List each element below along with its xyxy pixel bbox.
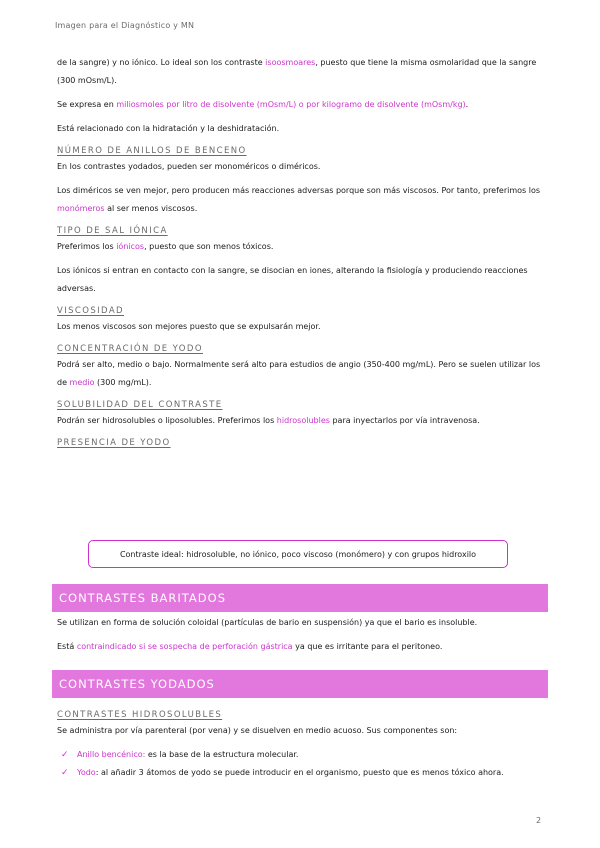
concentracion-paragraph (57, 356, 547, 392)
components-list (57, 746, 547, 782)
intro-paragraph-3: Está relacionado con la hidratación y la deshidratación. (57, 124, 280, 133)
section-heading-presencia: PRESENCIA DE YODO (57, 438, 171, 448)
list-item (57, 746, 547, 764)
text-run: ya que es irritante para el peritoneo. (292, 642, 443, 651)
intro-paragraph-1 (57, 54, 547, 90)
baritados-content (57, 614, 547, 656)
text-run: , puesto que tiene la misma osmolaridad que la sangre (300 mOsm/L). (57, 58, 537, 85)
text-run: Preferimos los (57, 242, 117, 251)
highlight-text: miliosmoles por litro de disolvente (mOsm/L) o por kilogramo de disolvente (mOsm/kg) (116, 100, 466, 109)
anillos-paragraph-2 (57, 182, 547, 218)
highlight-text: monómeros (57, 204, 105, 213)
text-run: Los diméricos se ven mejor, pero producen más reacciones adversas porque son más viscosos. Por tanto, preferimos los (57, 186, 541, 195)
intro-paragraph-2 (57, 96, 547, 114)
text-run: Está (57, 642, 77, 651)
viscosidad-paragraph: Los menos viscosos son mejores puesto que se expulsarán mejor. (57, 322, 321, 331)
section-heading-anillos: NÚMERO DE ANILLOS DE BENCENO (57, 146, 247, 156)
yodados-content (57, 708, 547, 782)
main-content (57, 54, 547, 450)
check-icon: ✓ (61, 768, 69, 778)
highlight-text: isoosmoares (265, 58, 316, 67)
section-heading-concentracion: CONCENTRACIÓN DE YODO (57, 344, 203, 354)
ideal-contrast-box: Contraste ideal: hidrosoluble, no iónico, poco viscoso (monómero) y con grupos hidroxilo (88, 540, 508, 568)
highlight-text: contraindicado si se sospecha de perforación gástrica (76, 642, 293, 651)
yodados-paragraph-1: Se administra por vía parenteral (por vena) y se disuelven en medio acuoso. Sus componentes son: (57, 726, 458, 735)
highlight-text: Anillo bencénico: (77, 750, 146, 759)
list-item (57, 764, 547, 782)
anillos-paragraph-1: En los contrastes yodados, pueden ser monoméricos o diméricos. (57, 162, 321, 171)
page-header: Imagen para el Diagnóstico y MN (55, 21, 195, 30)
text-run: Se expresa en (57, 100, 117, 109)
text-run: Podrá ser alto, medio o bajo. Normalmente será alto para estudios de angio (350-400 mg/mL). Pero se suelen utilizar los de (57, 360, 541, 387)
text-run: (300 mg/mL). (94, 378, 152, 387)
band-title: CONTRASTES YODADOS (59, 677, 215, 691)
section-heading-viscosidad: VISCOSIDAD (57, 306, 125, 316)
highlight-text: Yodo (77, 768, 96, 777)
section-band-baritados (52, 584, 548, 612)
section-heading-solubilidad: SOLUBILIDAD DEL CONTRASTE (57, 400, 223, 410)
highlight-text: medio (69, 378, 95, 387)
section-heading-hidrosolubles: CONTRASTES HIDROSOLUBLES (57, 710, 223, 720)
solubilidad-paragraph (57, 412, 547, 430)
section-band-yodados (52, 670, 548, 698)
list-item-text (77, 764, 504, 782)
highlight-text: iónicos (116, 242, 145, 251)
sal-paragraph-2: Los iónicos si entran en contacto con la sangre, se disocian en iones, alterando la fisiología y produciendo reacciones adversas. (57, 266, 528, 293)
sal-paragraph-1 (57, 238, 547, 256)
text-run: . (465, 100, 469, 109)
page-number: 2 (536, 816, 542, 825)
text-run: de la sangre) y no iónico. Lo ideal son los contraste (57, 58, 266, 67)
list-item-text (77, 746, 298, 764)
text-run: Podrán ser hidrosolubles o liposolubles. Preferimos los (57, 416, 277, 425)
text-run: es la base de la estructura molecular. (145, 750, 299, 759)
baritados-paragraph-2 (57, 638, 547, 656)
text-run: para inyectarlos por vía intravenosa. (329, 416, 480, 425)
text-run: al ser menos viscosos. (104, 204, 198, 213)
highlight-text: hidrosolubles (276, 416, 330, 425)
text-run: , puesto que son menos tóxicos. (144, 242, 274, 251)
section-heading-sal: TIPO DE SAL IÓNICA (57, 226, 168, 236)
text-run: : al añadir 3 átomos de yodo se puede introducir en el organismo, puesto que es menos tóxico ahora. (95, 768, 504, 777)
band-title: CONTRASTES BARITADOS (59, 591, 226, 605)
check-icon: ✓ (61, 750, 69, 760)
baritados-paragraph-1: Se utilizan en forma de solución coloidal (partículas de bario en suspensión) ya que el bario es insoluble. (57, 618, 478, 627)
